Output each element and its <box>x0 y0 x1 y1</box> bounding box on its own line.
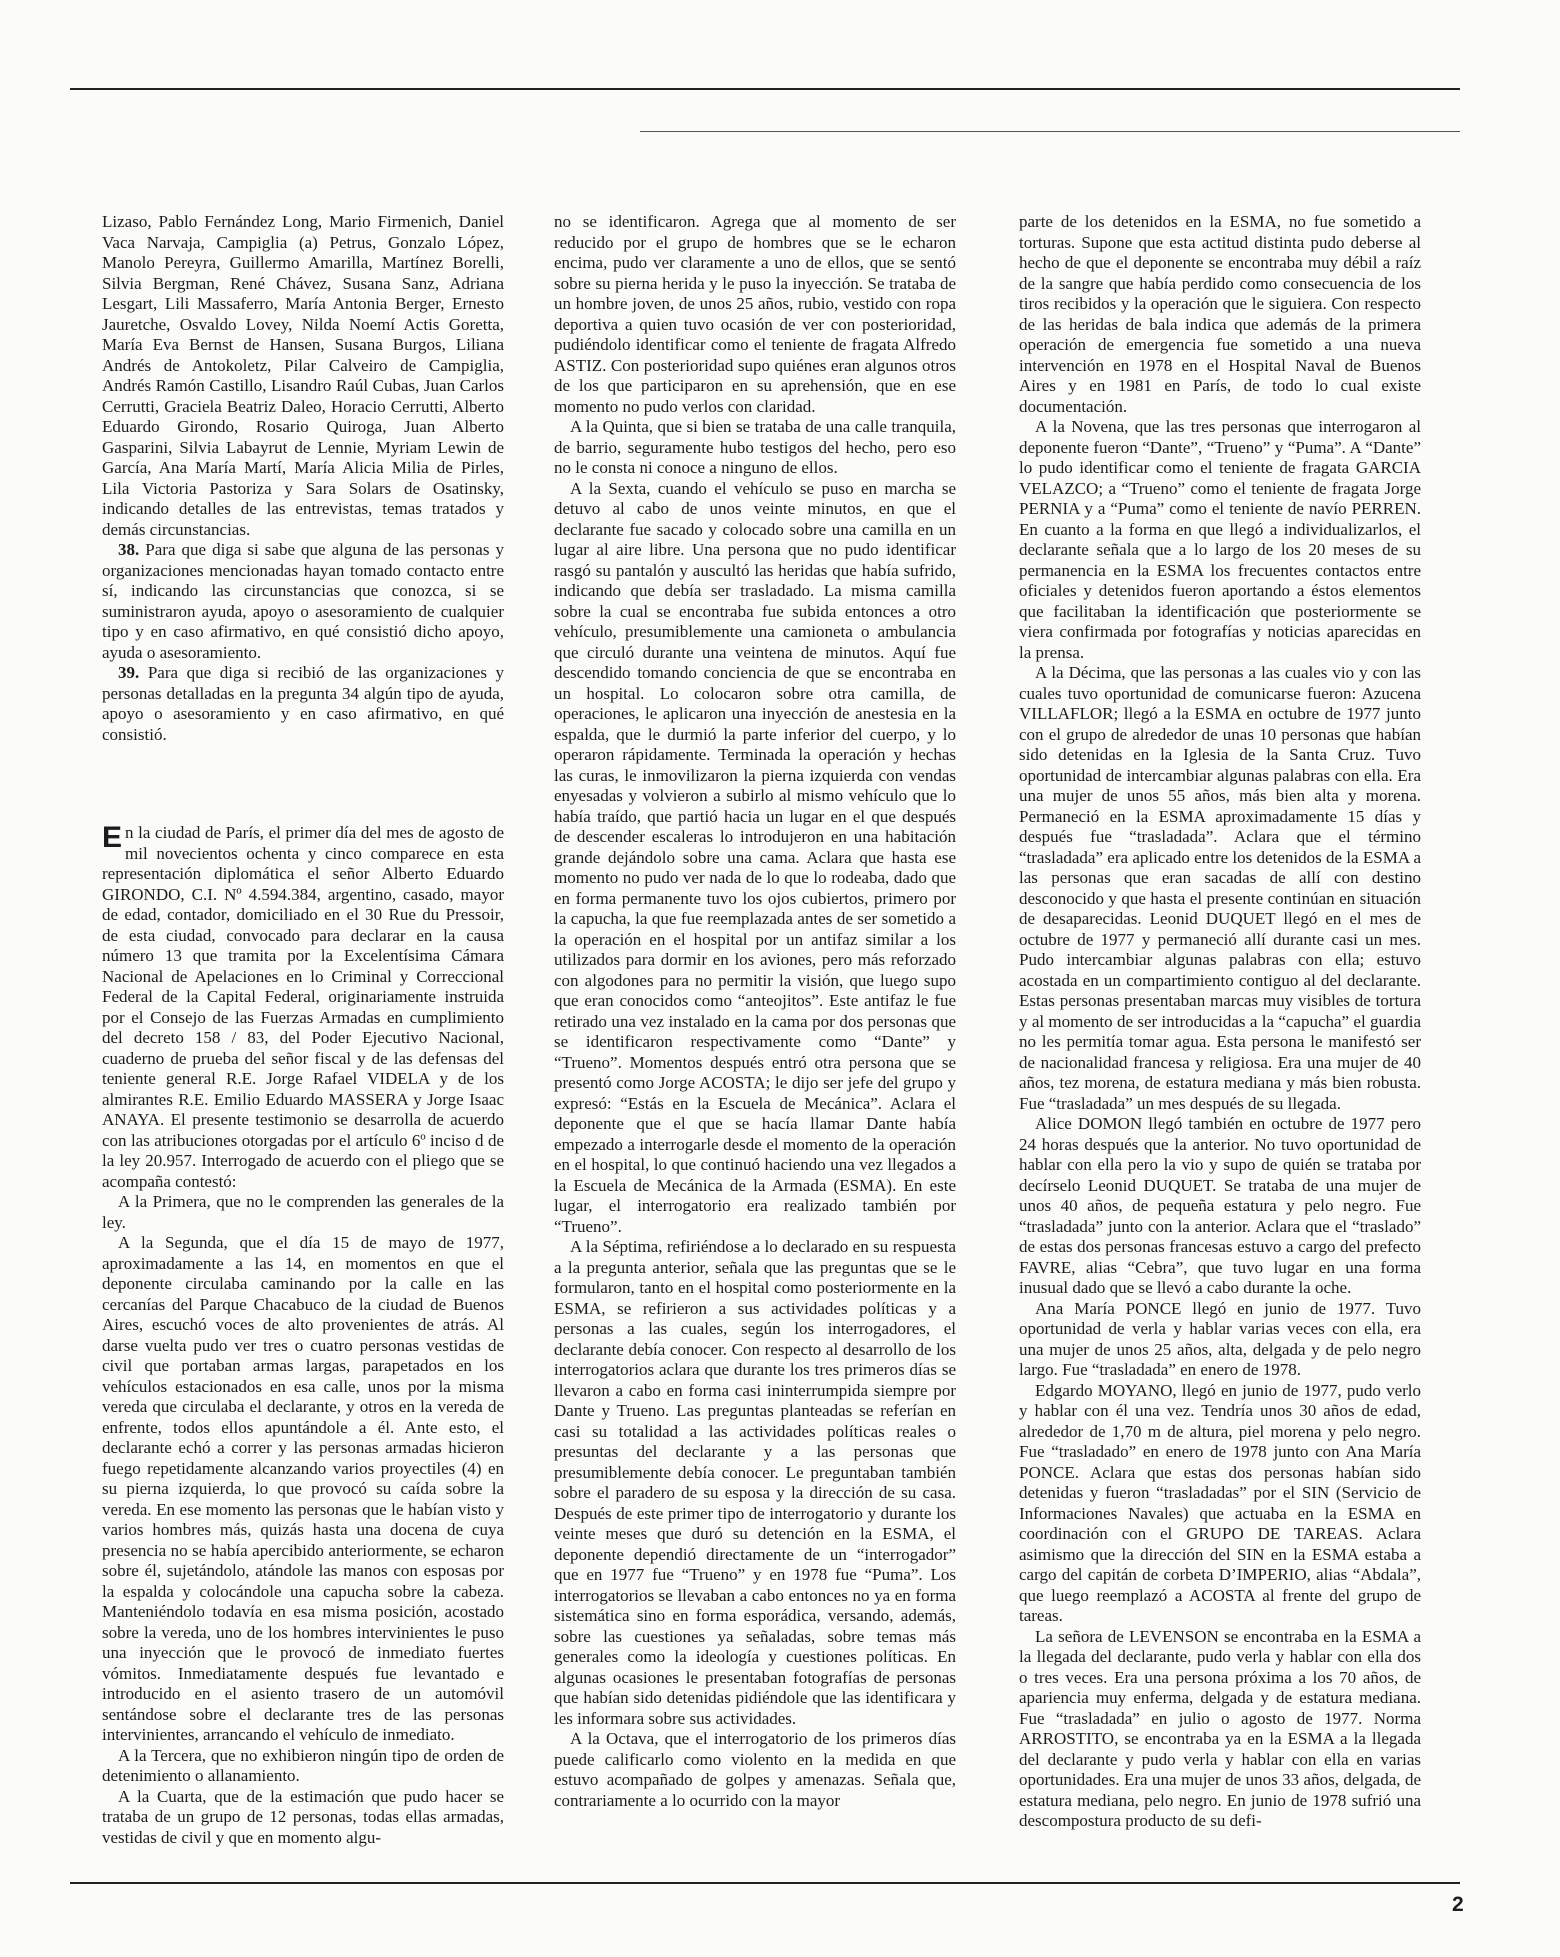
top-rule <box>70 88 1460 90</box>
question-text: Para que diga si sabe que alguna de las personas y organizaciones mencionadas hayan tomado contacto entre sí, indicando las circunstancias que conozca, si se suministraron ayuda, apoyo o asesoramiento de cualquier tipo y en caso afirmativo, en qué consistió dicho apoyo, ayuda o asesoramiento. <box>102 540 505 662</box>
answer-novena: A la Novena, que las tres personas que interrogaron al deponente fueron “Dante”, “Trueno” y “Puma”. A “Dante” lo pudo identificar como el teniente de fragata GARCIA VELAZCO; a “Trueno” como el teniente de fragata Jorge PERNIA y a “Puma” como el teniente de navío PERREN. En cuanto a la forma en que llegó a individualizarlos, el declarante señala que a lo largo de los 20 meses de su permanencia en la ESMA los frecuentes contactos entre oficiales y detenidos fueron aportando a éstos elementos que facilitaban la identificación que posteriormente se viera confirmada por fotografías y noticias aparecidas en la prensa. <box>1019 417 1421 662</box>
answer-primera: A la Primera, que no le comprenden las generales de la ley. <box>102 1192 504 1232</box>
question-number: 38. <box>118 540 140 559</box>
answer-cuarta: A la Cuarta, que de la estimación que pudo hacer se trataba de un grupo de 12 personas, todas ellas armadas, vestidas de civil y que en momento algu- <box>102 1786 504 1847</box>
question-39 <box>102 663 504 745</box>
answer-segunda: A la Segunda, que el día 15 de mayo de 1977, aproximadamente a las 14, en momentos en que el deponente circulaba caminando por la calle en las cercanías del Parque Chacabuco de la ciudad de Buenos Aires, escuchó voces de alto provenientes de atrás. Al darse vuelta pudo ver tres o cuatro personas vestidas de civil que portaban armas largas, parapetados en los vehículos estacionados en esa calle, unos por la misma vereda que circulaba el declarante, y otros en la vereda de enfrente, todos ellos apuntándole a él. Ante esto, el declarante echó a correr y las personas armadas hicieron fuego repetidamente alcanzando varios proyectiles (4) en su pierna izquierda, lo que provocó su caída sobre la vereda. En ese momento las personas que le habían visto y varios hombres más, quizás hasta una docena de cuya presencia no se había apercibido anteriormente, se echaron sobre él, sujetándolo, atándole las manos con esposas por la espalda y colocándole una capucha sobre la cabeza. Manteniéndolo todavía en esa misma posición, acostado sobre la vereda, uno de los hombres intervinientes le puso una inyección que le provocó de inmediato fuertes vómitos. Inmediatamente después fue levantado e introducido en el asiento trasero de un automóvil sentándose sobre el declarante tres de las personas intervinientes, arrancando el vehículo de inmediato. <box>102 1233 504 1744</box>
column-1 <box>102 212 505 1847</box>
page-number: 2 <box>1452 1893 1464 1916</box>
section-gap <box>102 745 504 823</box>
bottom-rule <box>70 1882 1460 1884</box>
question-number: 39. <box>118 663 140 682</box>
header-underline <box>640 131 1460 132</box>
answer-decima: A la Décima, que las personas a las cuales vio y con las cuales tuvo oportunidad de comunicarse fueron: Azucena VILLAFLOR; llegó a la ESMA en octubre de 1977 junto con el grupo de alrededor de unas 10 personas que habían sido detenidas en la Iglesia de la Santa Cruz. Tuvo oportunidad de intercambiar algunas palabras con ella. Era una mujer de unos 55 años, más bien alta y morena. Permaneció en la ESMA aproximadamente 15 días y después fue “trasladada”. Aclara que el término “trasladada” era aplicado entre los detenidos de la ESMA a las personas que eran sacadas de allí con destino desconocido y que hasta el presente continúan en situación de desaparecidas. Leonid DUQUET llegó en el mes de octubre de 1977 y permaneció allí durante casi un mes. Pudo intercambiar algunas palabras con ella; estuvo acostada en un compartimiento contiguo al del declarante. Estas personas presentaban marcas muy visibles de tortura y al momento de ser introducidas a la “capucha” el guardia no les permitía tomar agua. Esta persona le manifestó ser de nacionalidad francesa y religiosa. Era una mujer de 40 años, tez morena, de estatura mediana y más bien robusta. Fue “trasladada” un mes después de su llegada. <box>1019 663 1421 1113</box>
testimony-opening <box>102 823 504 1192</box>
column-2 <box>554 212 956 1828</box>
question-38 <box>102 540 504 663</box>
answer-octava-continued: parte de los detenidos en la ESMA, no fue sometido a torturas. Supone que esta actitud distinta pudo deberse al hecho de que el deponente se encontraba muy débil a raíz de la sangre que había perdido como consecuencia de los tiros recibidos y la operación que le siguiera. Con respecto de las heridas de bala indica que además de la primera operación de emergencia fue sometido a una nueva intervención en 1978 en el Hospital Naval de Buenos Aires y en 1981 en París, de todo lo cual existe documentación. <box>1019 212 1421 416</box>
answer-sexta: A la Sexta, cuando el vehículo se puso en marcha se detuvo al cabo de unos veinte minutos, en que el declarante fue sacado y colocado sobre una camilla en un lugar al aire libre. Una persona que no pudo identificar rasgó su pantalón y auscultó las heridas que había sufrido, indicando que debía ser trasladado. La misma camilla sobre la cual se encontraba fue subida entonces a otro vehículo, presumiblemente una camioneta o ambulancia que circuló durante una veintena de minutos. Aquí fue descendido tomando conciencia de que se encontraba en un hospital. Lo colocaron sobre otra camilla, de operaciones, le aplicaron una inyección de anestesia en la espalda, que le durmió la parte inferior del cuerpo, y lo operaron rápidamente. Terminada la operación y hechas las curas, le inmovilizaron la pierna izquierda con vendas enyesadas y volvieron a subirlo al mismo vehículo que lo había traído, que partió hacia un lugar en el que después de descender escaleras lo introdujeron en una habitación grande dejándolo sobre una cama. Aclara que hasta ese momento no pudo ver nada de lo que lo rodeaba, dado que en forma permanente tuvo los ojos cubiertos, primero por la capucha, la que fue reemplazada antes de ser sometido a la operación en el hospital por un antifaz similar a los utilizados para dormir en los aviones, pero más reforzado con algodones para no permitir la visión, que luego supo que eran conocidos como “anteojitos”. Este antifaz le fue retirado una vez instalado en la cama por dos personas que se identificaron respectivamente como “Dante” y “Trueno”. Momentos después entró otra persona que se presentó como Jorge ACOSTA; le dijo ser jefe del grupo y expresó: “Estás en la Escuela de Mecánica”. Aclara el deponente que el que se hacía llamar Dante había empezado a interrogarle desde el momento de la operación en el hospital, lo que continuó haciendo una vez llegados a la Escuela de Mecánica de la Armada (ESMA). En este lugar, el interrogatorio era realizado también por “Trueno”. <box>554 478 956 1236</box>
paragraph-domon: Alice DOMON llegó también en octubre de 1977 pero 24 horas después que la anterior. No tuvo oportunidad de hablar con ella pero la vio y supo de quién se trataba por decírselo Leonid DUQUET. Se trataba de una mujer de unos 40 años, de pequeña estatura y pelo negro. Fue “trasladada” junto con la anterior. Aclara que el “traslado” de estas dos personas francesas estuvo a cargo del prefecto FAVRE, alias “Cebra”, que tuvo lugar en una forma inusual dado que se llevó a cabo durante la oche. <box>1019 1114 1421 1297</box>
testimony-opening-text: n la ciudad de París, el primer día del mes de agosto de mil novecientos ochenta y cinco comparece en esta representación diplomática el señor Alberto Eduardo GIRONDO, C.I. Nº 4.594.384, argentino, casado, mayor de edad, contador, domiciliado en el 30 Rue du Pressoir, de esta ciudad, convocado para declarar en la causa número 13 que tramita por la Excelentísima Cámara Nacional de Apelaciones en lo Criminal y Correccional Federal de la Capital Federal, originariamente instruida por el Consejo de las Fuerzas Armadas en cumplimiento del decreto 158 / 83, del Poder Ejecutivo Nacional, cuaderno de prueba del señor fiscal y de las defensas del teniente general R.E. Jorge Rafael VIDELA y de los almirantes R.E. Emilio Eduardo MASSERA y Jorge Isaac ANAYA. El presente testimonio se desarrolla de acuerdo con las atribuciones otorgadas por el artículo 6º inciso d de la ley 20.957. Interrogado de acuerdo con el pliego que se acompaña contestó: <box>102 823 504 1191</box>
answer-septima: A la Séptima, refiriéndose a lo declarado en su respuesta a la pregunta anterior, señala que las preguntas que se le formularon, tanto en el hospital como posteriormente en la ESMA, se refirieron a sus actividades políticas y a personas a las cuales, según los interrogadores, el declarante debía conocer. Con respecto al desarrollo de los interrogatorios aclara que durante los tres primeros días se llevaron a cabo en forma casi ininterrumpida siempre por Dante y Trueno. Las preguntas planteadas se referían en casi su totalidad a las actividades políticas reales o presuntas del declarante y a las personas que presumiblemente debía conocer. Le preguntaban también sobre el paradero de su esposa y la dirección de su casa. Después de este primer tipo de interrogatorio y durante los veinte meses que duró su detención en la ESMA, el deponente dependió directamente de un “interrogador” que en 1977 fue “Trueno” y en 1978 fue “Puma”. Los interrogatorios se llevaban a cabo entonces no ya en forma sistemática sino en forma esporádica, versando, además, sobre las cuestiones ya señaladas, sobre temas más generales como la ideología y cuestiones políticas. En algunas ocasiones le presentaban fotografías de personas que habían sido detenidas pidiéndole que las identificara y les informara sobre sus actividades. <box>554 1237 956 1728</box>
paragraph-name-list: Lizaso, Pablo Fernández Long, Mario Firmenich, Daniel Vaca Narvaja, Campiglia (a) Petrus, Gonzalo López, Manolo Pereyra, Guillermo Amarilla, Martínez Borelli, Silvia Bergman, René Chávez, Susana Sanz, Adriana Lesgart, Lili Massaferro, María Antonia Berger, Ernesto Jauretche, Osvaldo Lovey, Nilda Noemí Actis Goretta, María Eva Bernst de Hansen, Susana Burgos, Liliana Andrés de Antokoletz, Pilar Calveiro de Campiglia, Andrés Ramón Castillo, Lisandro Raúl Cubas, Juan Carlos Cerrutti, Graciela Beatriz Daleo, Horacio Cerrutti, Alberto Eduardo Girondo, Rosario Quiroga, Juan Alberto Gasparini, Silvia Labayrut de Lennie, Myriam Lewin de García, Ana María Martí, María Alicia Milia de Pirles, Lila Victoria Pastoriza y Sara Solars de Osatinsky, indicando detalles de las entrevistas, temas tratados y demás circunstancias. <box>102 212 504 539</box>
question-text: Para que diga si recibió de las organizaciones y personas detalladas en la pregunta 34 algún tipo de ayuda, apoyo o asesoramiento y en caso afirmativo, en qué consistió. <box>102 663 505 744</box>
answer-octava: A la Octava, que el interrogatorio de los primeros días puede calificarlo como violento en la medida en que estuvo acompañado de golpes y amenazas. Señala que, contrariamente a lo ocurrido con la mayor <box>554 1729 956 1810</box>
paragraph-moyano: Edgardo MOYANO, llegó en junio de 1977, pudo verlo y hablar con él una vez. Tendría unos 30 años de edad, alrededor de 1,70 m de altura, piel morena y pelo negro. Fue “trasladado” en enero de 1978 junto con Ana María PONCE. Aclara que estas dos personas habían sido detenidas y fueron “trasladadas” por el SIN (Servicio de Informaciones Navales) que actuaba en la ESMA en coordinación con el GRUPO DE TAREAS. Aclara asimismo que la dirección del SIN en la ESMA estaba a cargo del capitán de corbeta D’IMPERIO, alias “Abdala”, que luego reemplazó a ACOSTA al frente del grupo de tareas. <box>1019 1380 1421 1625</box>
answer-cuarta-continued: no se identificaron. Agrega que al momento de ser reducido por el grupo de hombres que se le echaron encima, pudo ver claramente a uno de ellos, que se sentó sobre su pierna herida y le puso la inyección. Se trataba de un hombre joven, de unos 25 años, rubio, vestido con ropa deportiva a quien tuvo ocasión de ver con posterioridad, pudiéndolo identificar como el teniente de fragata Alfredo ASTIZ. Con posterioridad supo quiénes eran algunos otros de los que participaron en su aprehensión, que en ese momento no pudo verlos con claridad. <box>554 212 956 416</box>
drop-cap: E <box>102 821 123 854</box>
paragraph-ponce: Ana María PONCE llegó en junio de 1977. Tuvo oportunidad de verla y hablar varias veces con ella, era una mujer de unos 25 años, alta, delgada y de pelo negro largo. Fue “trasladada” en enero de 1978. <box>1019 1298 1421 1379</box>
paragraph-levenson: La señora de LEVENSON se encontraba en la ESMA a la llegada del declarante, pudo verla y hablar con ella dos o tres veces. Era una persona próxima a los 70 años, de apariencia muy enferma, delgada y de estatura mediana. Fue “trasladada” en julio o agosto de 1977. Norma ARROSTITO, se encontraba ya en la ESMA a la llegada del declarante y pudo verla y hablar con ella en varias oportunidades. Era una mujer de unos 33 años, delgada, de estatura mediana, pelo negro. En junio de 1978 sufrió una descompostura producto de su defi- <box>1019 1626 1421 1830</box>
answer-tercera: A la Tercera, que no exhibieron ningún tipo de orden de detenimiento o allanamiento. <box>102 1745 504 1785</box>
column-3 <box>1019 212 1421 1828</box>
answer-quinta: A la Quinta, que si bien se trataba de una calle tranquila, de barrio, seguramente hubo testigos del hecho, pero eso no le consta ni conoce a ninguno de ellos. <box>554 417 956 477</box>
